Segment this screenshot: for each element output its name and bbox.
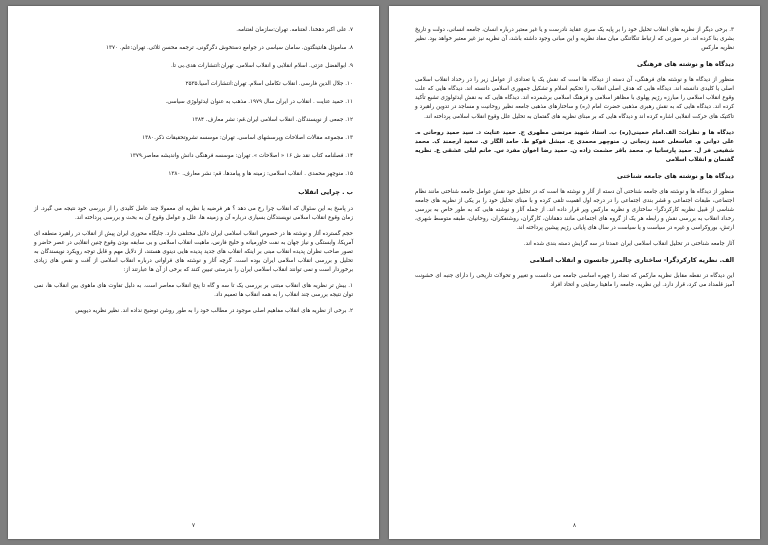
body-paragraph: ۲. برخی از نظریه های انقلاب مفاهیم اصلی موجود در مطالب خود را به طور روشن توضیح نداده اند. نظیر نظریه دیویس [75, 308, 353, 315]
intro-paragraph: ۳. برخی دیگر از نظریه های انقلاب تحلیل خود را بر پایه یک سری عقاید نادرست و یا غیر معتبر درباره انسان، جامعه انسانی، دولت و تاریخ بشری بنا کرده اند. در صورتی که ارتباط تنگاتنگی میان مفاد نظریه و این مبانی وجود داشته باشد، آن نظریه نیز غیر معتبر خواهد بود. نظیر نظریه مارکس [415, 27, 734, 52]
left-page [8, 6, 379, 539]
body-paragraph: این دیدگاه در نقطه مقابل نظریه مارکس که تضاد را چهره اساسی جامعه می دانست و تغییر و تحولات تاریخی را دارای جنبه ای خشونت آمیز قلمداد می کرد، قرار دارد. این نظریه، جامعه را ماهیتا رضایتی و اتحاد افراد [415, 273, 734, 289]
reference-item: ۱۰. جلال الدین فارسی. انقلاب تکاملی اسلام. تهران:انتشارات آسیا.۲۵۳۵ [185, 81, 353, 88]
names-list: دیدگاه ها و نظرات: الف.امام خمینی(ره) ب. استاد شهید مرتضی مطهری ج. حمید عنایت د. سید حمید روحانی ه. علی دوانی و. عباسعلی عمید زنجانی ز. منوچهر محمدی ح. میشل فوکو ط. حامد الگار ی. سعید ارجمند ک. محمد شفیعی فر ل. حمید پارسانیا م. محمد باقر حشمت زاده ن. حمید رضا اخوان مفرد س. خانم لیلی عشقی ع. نظریه گفتمان و انقلاب اسلامی [415, 129, 734, 163]
reference-item: ۱۱. حمید عنایت . انقلاب در ایران سال ۱۹۷۹. مذهب به عنوان ایدئولوژی سیاسی. [165, 99, 353, 106]
reference-item: ۱۳. مجموعه مقالات اصلاحات وپرسشهای اساسی. تهران: موسسه نشروتحقیقات ذکر.۱۳۸۰ [142, 135, 353, 142]
section-heading: الف. نظریه کارکردگرا- ساختاری چالمرز جانسون و انقلاب اسلامی [529, 257, 734, 265]
section-heading: دیدگاه ها و نوشته های فرهنگی [637, 61, 734, 69]
right-page-content [415, 26, 734, 517]
section-heading: ب . چرایی انقلاب [298, 189, 353, 197]
reference-item: ۸. ساموئل هانتینگتون. سامان سیاسی در جوامع دستخوش دگرگونی. ترجمه محسن ثلاثی. تهران:علم. ۱۳۷۰ [105, 45, 353, 52]
section-heading: دیدگاه ها و نوشته های جامعه شناختی [617, 172, 734, 180]
left-page-content [34, 26, 353, 517]
body-paragraph: ۱. بیش تر نظریه های انقلاب مبتنی بر بررسی یک تا سه و گاه تا پنج انقلاب معاصر است. به دلیل تفاوت های ماهوی بین انقلاب ها، نمی توان نتیجه بررسی چند انقلاب را به همه انقلاب ها تعمیم داد. [34, 282, 353, 298]
page-number: ۸ [572, 522, 577, 529]
reference-item: ۹. ابوالفضل عزتی. اسلام انقلابی و انقلاب اسلامی. تهران:انتشارات هدی.بی تا. [170, 63, 353, 70]
reference-item: ۱۵. منوچهر محمدی . انقلاب اسلامی: زمینه ها و پیامدها. قم: نشر معارف. ۱۳۸۰ [168, 171, 353, 178]
body-paragraph: منظور از دیدگاه ها و نوشته های فرهنگی، آن دسته از دیدگاه ها است که نقش یک یا تعدادی از عوامل زیر را در رخداد انقلاب اسلامی اصلی یا کلیدی دانسته اند. دیدگاه هایی که هدف اصلی انقلاب را تحکیم اسلام و تشکیل جمهوری اسلامی دانسته اند. دیدگاه هایی که علت وقوع انقلاب اسلامی را مبارزه رژیم پهلوی با مظاهر اسلامی و فرهنگ اسلامی برشمرده اند. دیدگاه هایی که به نقش ایدئولوژی تشیع تأکید کرده اند. دیدگاه هایی که به نقش رهبری مذهبی حضرت امام (ره) و ساختارهای مذهبی جامعه نظیر روحانیت و مساجد در تدوین راهبرد و تاکتیک های حرکت انقلابی اشاره کرده اند و دیدگاه هایی که بر مبنای نظریه های گفتمان به تحلیل علل وقوع انقلاب اسلامی پرداخته اند. [415, 77, 734, 120]
reference-item: ۷. علی اکبر دهخدا. لغتنامه. تهران:سازمان لغتنامه. [236, 27, 353, 33]
reference-item: ۱۲. جمعی از نویسندگان. انقلاب اسلامی ایران.قم: نشر معارف. ۱۳۸۴ [191, 117, 353, 124]
right-page [389, 6, 760, 539]
body-paragraph: آثار جامعه شناختی در تحلیل انقلاب اسلامی ایران عمدتا در سه گرایش دسته بندی شده اند. [523, 241, 734, 248]
page-number: ۷ [191, 522, 196, 529]
reference-list [34, 26, 353, 179]
body-paragraph: در پاسخ به این سئوال که انقلاب چرا رخ می دهد ؟ هر فرضیه یا نظریه ای معمولا چند عامل کلیدی را از بررسی خود نتیجه می گیرد. از زمان وقوع انقلاب اسلامی نویسندگان بسیاری درباره آن و زمینه ها، علل و عوامل وقوع آن به بحث و بررسی پرداخته اند. [34, 205, 353, 221]
reference-item: ۱۴. فصلنامه کتاب نقد ش ۱۶ « اصلاحات ». تهران: موسسه فرهنگی دانش واندیشه معاصر.۱۳۷۹ [129, 153, 353, 160]
body-paragraph: منظور از دیدگاه ها و نوشته های جامعه شناختی آن دسته از آثار و نوشته ها است که در تحلیل خود نقش عوامل جامعه شناختی مانند نظام اجتماعی، طبقات اجتماعی و قشر بندی اجتماعی را در درجه اول اهمیت تلقی کرده و با مبنای تحلیل خود را بر یکی از نظریه های جامعه شناسی از قبیل نظریه کارکردگرا- ساختاری و نظریه مارکس ویر قرار داده اند. از جمله آثار و نوشته هایی که به طور خاص به بررسی رخداد انقلاب به بررسی نقش و رابطه هر یک از گروه های اجتماعی مانند دهقانان، کارگران، روشنفکران، روحانیان، طبقه متوسط شهری، ارتش، بوروکراسی و غیره در سیاست و یا سیاست در سال های پایانی رژیم پیشین پرداخته اند. [415, 188, 734, 232]
body-paragraph: حجم گسترده آثار و نوشته ها در خصوص انقلاب اسلامی ایران دلایل مختلفی دارد. جایگاه محوری ایران پیش از انقلاب در راهبرد منطقه ای آمریکا، وابستگی و نیاز جهان به نفت خاورمیانه و خلیج فارس، ماهیت انقلاب اسلامی و بی سابقه بودن وقوع چنین انقلابی در عصر حاضر و تصور صاحب نظران پدیده انقلاب مبنی بر اینکه انقلاب های جدید پدیده هایی دینوی هستند، از دلایل مهم و قابل توجه رویکرد نویسندگان به تحلیل و بررسی انقلاب اسلامی ایران بوده است. گرچه آثار و نوشته های فراوانی درباره انقلاب اسلامی از آفت و نقص های زیادی برخوردار است و نمی توانند انقلاب اسلامی ایران را بدرستی تبیین کنند که برخی از آن ها عبارتند از: [34, 230, 353, 273]
